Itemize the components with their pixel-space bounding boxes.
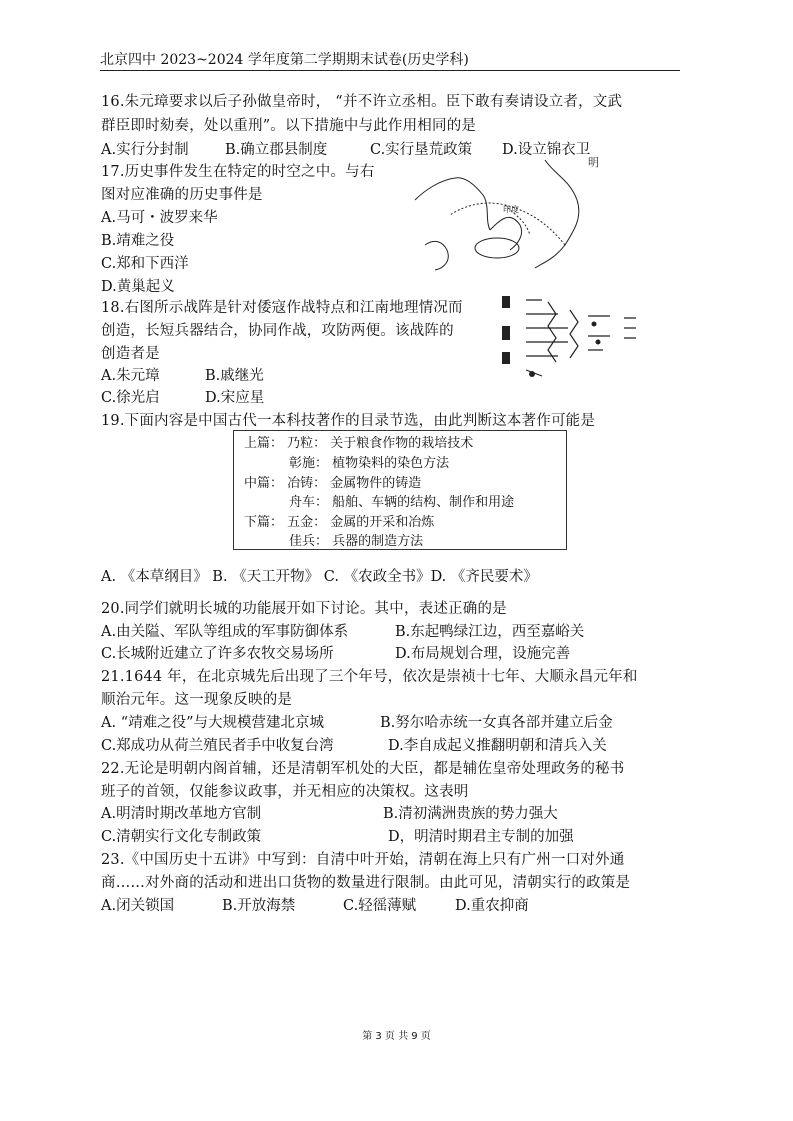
formation-rear-rows	[588, 316, 610, 350]
q23-option-b: B.开放海禁	[222, 898, 296, 914]
toc-row: 中篇： 冶铸： 金属物件的铸造	[244, 476, 422, 491]
q17-option-d: D.黄巢起义	[101, 279, 175, 295]
q22-option-b: B.清初满洲贵族的势力强大	[383, 806, 558, 822]
q21-option-a: A. “靖难之役”与大规模营建北京城	[101, 715, 325, 731]
formation-zigzag-1	[548, 302, 556, 362]
map-label-india: 印度	[503, 205, 519, 214]
mandarin-duck-formation-diagram	[498, 292, 648, 384]
india-coastline	[490, 217, 522, 250]
q18-line3: 创造者是	[101, 346, 160, 362]
q21-line2: 顺治元年。这一现象反映的是	[101, 692, 293, 708]
formation-mark-1	[592, 322, 597, 327]
toc-row: 下篇： 五金： 金属的开采和冶炼	[244, 515, 435, 530]
q17-option-c: C.郑和下西洋	[101, 256, 189, 272]
q16-option-c: C.实行垦荒政策	[370, 142, 473, 158]
formation-flag-2	[502, 326, 510, 340]
q17-option-b: B.靖难之役	[101, 233, 175, 249]
q17-line2: 图对应准确的历史事件是	[101, 187, 263, 203]
q18-option-c: C.徐光启	[101, 390, 160, 406]
q19-line1: 19.下面内容是中国古代一本科技著作的目录节选，由此判断这本著作可能是	[101, 413, 596, 429]
toc-row: 上篇： 乃粒： 关于粮食作物的栽培技术	[244, 436, 474, 451]
q21-option-c: C.郑成功从荷兰殖民者手中收复台湾	[101, 738, 334, 754]
formation-leader-mark	[529, 371, 535, 377]
q18-option-b: B.戚继光	[205, 368, 264, 384]
toc-row: 舟车： 船舶、车辆的结构、制作和用途	[289, 495, 515, 510]
page-header: 北京四中 2023~2024 学年度第二学期期末试卷(历史学科)	[100, 49, 680, 71]
q20-option-c: C.长城附近建立了许多农牧交易场所	[101, 646, 334, 662]
q16-line2: 群臣即时劾奏，处以重刑”。以下措施中与此作用相同的是	[101, 118, 477, 134]
africa-coastline	[425, 241, 448, 270]
formation-flag-1	[502, 296, 510, 308]
q17-line1: 17.历史事件发生在特定的时空之中。与右	[101, 164, 375, 180]
formation-flag-3	[502, 352, 510, 364]
q19-options: A. 《本草纲目》 B. 《天工开物》 C. 《农政全书》D. 《齐民要术》	[101, 569, 538, 585]
q21-option-b: B.努尔哈赤统一女真各部并建立后金	[380, 715, 613, 731]
q20-option-d: D.布局规划合理，设施完善	[395, 646, 571, 662]
formation-mark-2	[596, 340, 601, 345]
q18-line2: 创造，长短兵器结合，协同作战，攻防两便。该战阵的	[101, 323, 454, 339]
q16-line1: 16.朱元璋要求以后子孙做皇帝时， “并不许立丞相。臣下敢有奏请设立者，文武	[101, 94, 623, 110]
q19-table-of-contents-box	[233, 430, 567, 550]
q17-option-a: A.马可・波罗来华	[101, 210, 218, 226]
q22-line2: 班子的首领，仅能参议政事，并无相应的决策权。这表明	[101, 784, 469, 800]
q16-option-b: B.确立郡县制度	[225, 142, 328, 158]
q23-option-c: C.轻徭薄赋	[343, 898, 417, 914]
page-footer: 第 3 页 共 9 页	[362, 1031, 431, 1042]
q20-option-b: B.东起鸭绿江边，西至嘉峪关	[395, 624, 585, 640]
q22-option-d: D，明清时期君主专制的加强	[388, 829, 574, 845]
q22-option-a: A.明清时期改革地方官制	[101, 806, 262, 822]
map-label-ming: 明	[588, 156, 599, 169]
q23-option-d: D.重农抑商	[455, 898, 529, 914]
q22-line1: 22.无论是明朝内阁首辅，还是清朝军机处的大臣，都是辅佐皇帝处理政务的秘书	[101, 761, 625, 777]
q21-line1: 21.1644 年，在北京城先后出现了三个年号，依次是崇祯十七年、大顺永昌元年和	[101, 669, 638, 685]
q18-option-a: A.朱元璋	[101, 368, 160, 384]
toc-row: 彰施： 植物染料的染色方法	[289, 456, 450, 471]
q21-option-d: D.李自成起义推翻明朝和清兵入关	[388, 738, 607, 754]
formation-rows	[526, 300, 568, 356]
china-coastline	[535, 160, 579, 268]
q22-option-c: C.清朝实行文化专制政策	[101, 829, 262, 845]
q18-line1: 18.右图所示战阵是针对倭寇作战特点和江南地理情况而	[101, 300, 463, 316]
arabian-coastline	[415, 178, 490, 230]
q16-option-d: D.设立锦衣卫	[502, 142, 591, 158]
q23-option-a: A.闭关锁国	[101, 898, 175, 914]
q16-option-a: A.实行分封制	[101, 142, 189, 158]
zheng-he-voyage-map	[405, 150, 615, 280]
q18-option-d: D.宋应星	[205, 390, 265, 406]
formation-flank	[624, 318, 636, 338]
formation-zigzag-2	[570, 310, 578, 358]
q23-line2: 商……对外商的活动和进出口货物的数量进行限制。由此可见，清朝实行的政策是	[101, 875, 631, 891]
q20-option-a: A.由关隘、军队等组成的军事防御体系	[101, 624, 349, 640]
toc-row: 佳兵： 兵器的制造方法	[289, 534, 424, 549]
q23-line1: 23.《中国历史十五讲》中写到：自清中叶开始，清朝在海上只有广州一口对外通	[101, 852, 625, 868]
q20-line1: 20.同学们就明长城的功能展开如下讨论。其中，表述正确的是	[101, 601, 507, 617]
